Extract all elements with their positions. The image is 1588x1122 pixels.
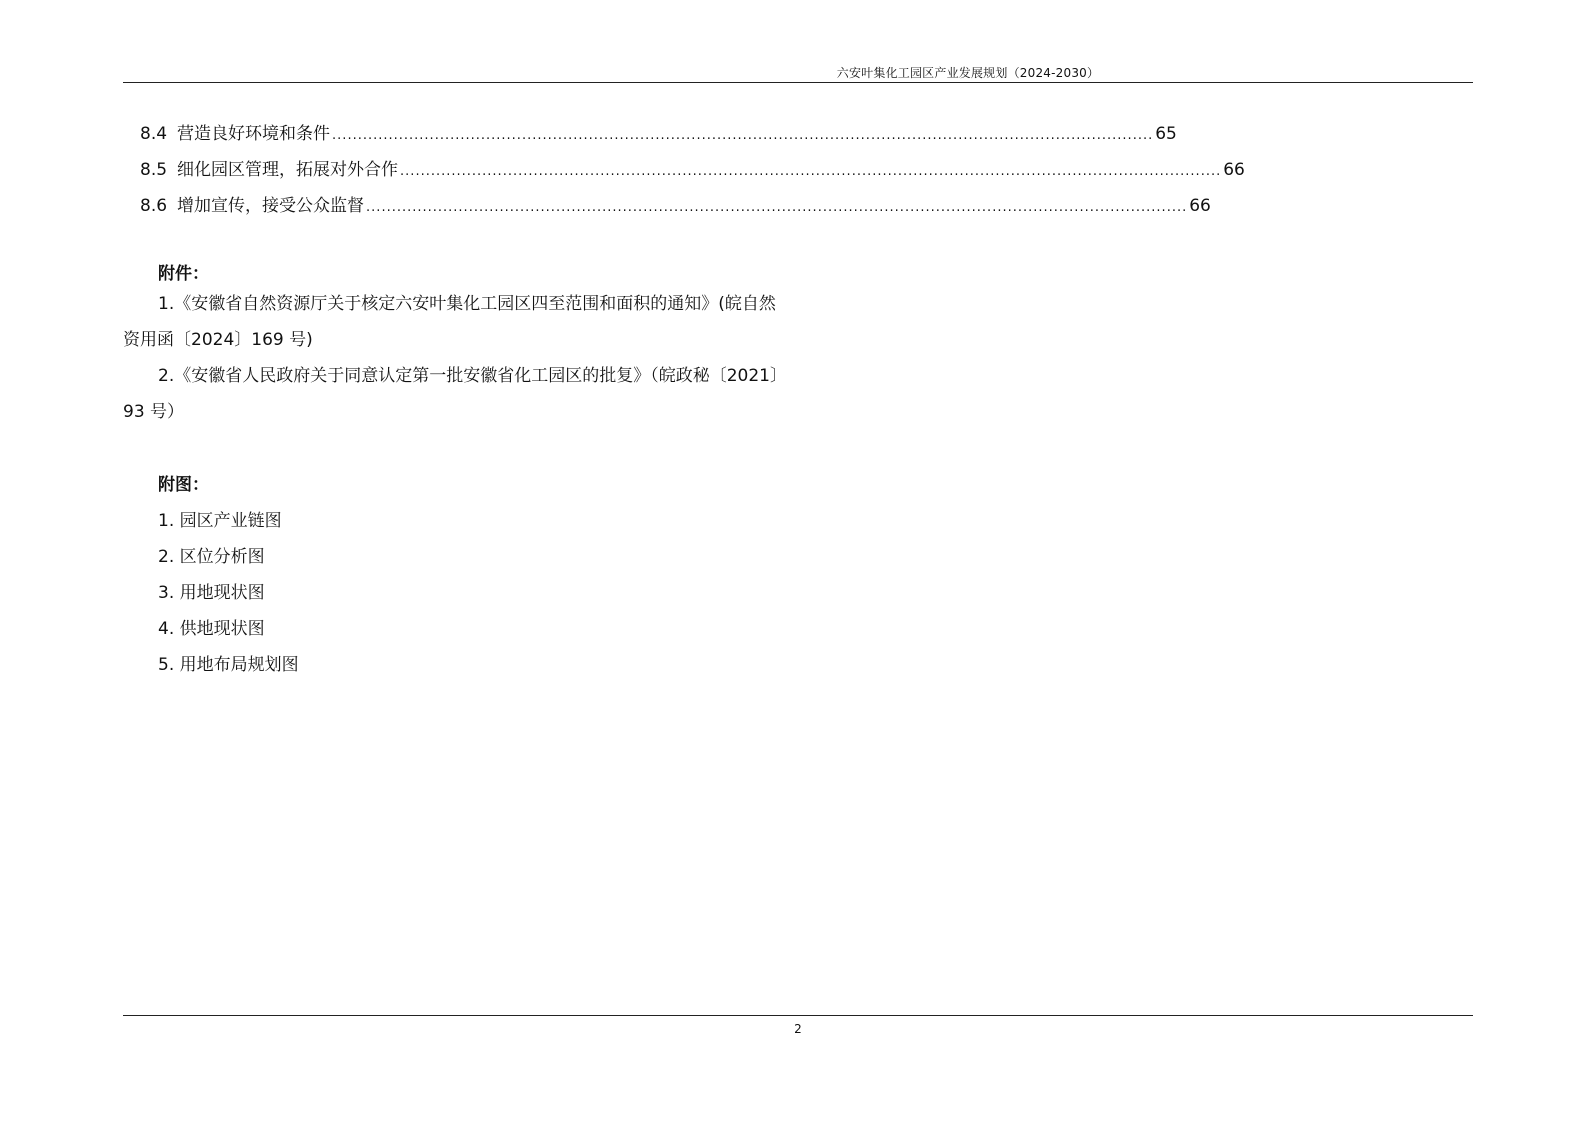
toc-entry-page: 66	[1223, 160, 1245, 180]
toc-leader: ................................................................................................................................................................	[332, 128, 1154, 143]
figure-item: 1. 园区产业链图	[158, 511, 282, 531]
toc-entry-number: 8.6	[140, 196, 168, 216]
toc-entry-page: 66	[1189, 196, 1211, 216]
toc-entry[interactable]	[140, 155, 1245, 180]
attachment-item: 2.《安徽省人民政府关于同意认定第一批安徽省化工园区的批复》（皖政秘〔2021〕93 号）	[123, 366, 779, 422]
attachments-heading: 附件：	[158, 264, 209, 284]
toc-entry-title: 细化园区管理，拓展对外合作	[177, 160, 399, 180]
figure-item: 4. 供地现状图	[158, 619, 265, 639]
figure-item: 5. 用地布局规划图	[158, 655, 299, 675]
figure-item: 2. 区位分析图	[158, 547, 265, 567]
toc-leader: ................................................................................................................................................................	[400, 164, 1222, 179]
toc-leader: ................................................................................................................................................................	[366, 200, 1188, 215]
header-title: 六安叶集化工园区产业发展规划（2024-2030）	[836, 66, 1100, 80]
figures-heading: 附图：	[158, 475, 209, 495]
page-number: 2	[794, 1022, 802, 1036]
toc-entry-number: 8.4	[140, 124, 168, 144]
toc-entry[interactable]	[140, 119, 1177, 144]
figure-item: 3. 用地现状图	[158, 583, 265, 603]
toc-entry-number: 8.5	[140, 160, 168, 180]
attachment-item: 1.《安徽省自然资源厅关于核定六安叶集化工园区四至范围和面积的通知》(皖自然资用函〔2024〕169 号)	[123, 294, 776, 350]
page-footer	[123, 1015, 1473, 1036]
toc-entry-title: 增加宣传，接受公众监督	[177, 196, 365, 216]
toc-entry-title: 营造良好环境和条件	[177, 124, 331, 144]
toc-entry-page: 65	[1155, 124, 1177, 144]
toc-entry[interactable]	[140, 191, 1211, 216]
